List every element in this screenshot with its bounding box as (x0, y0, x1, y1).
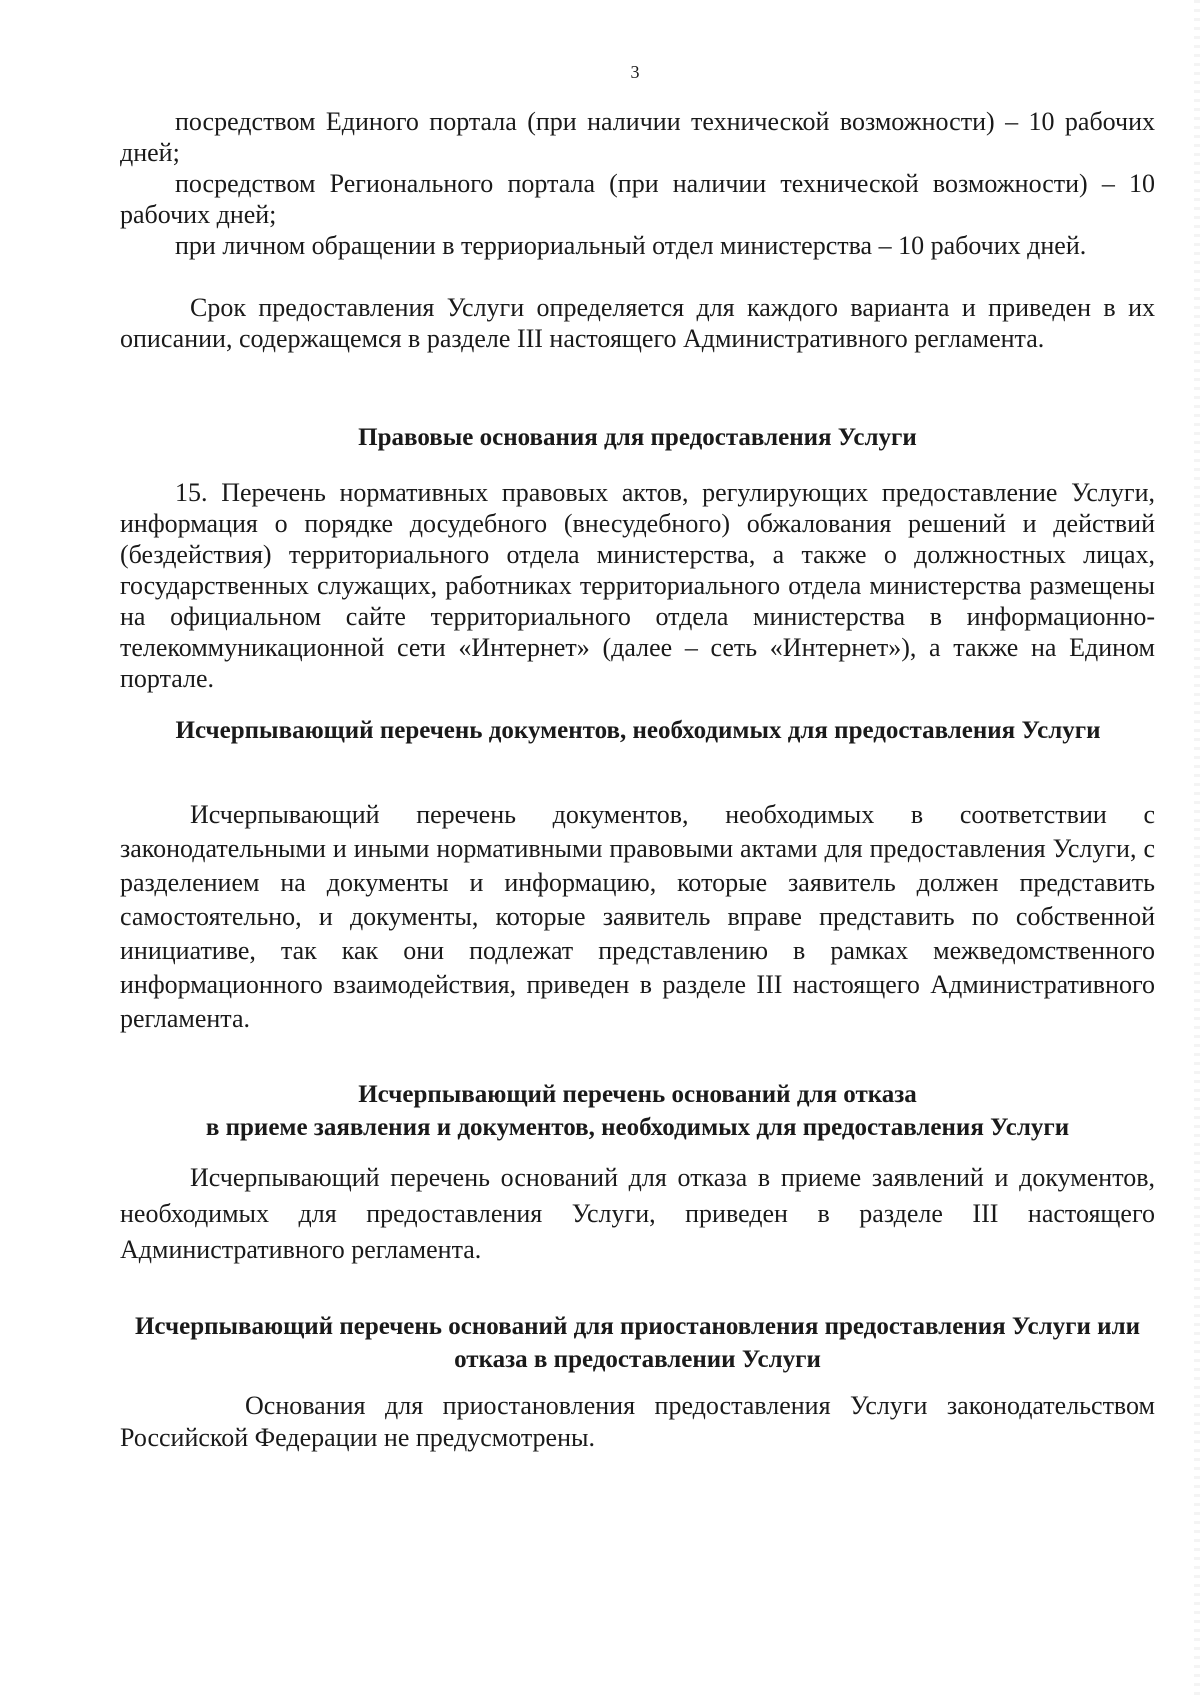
page-number: 3 (630, 62, 640, 82)
section-heading-suspension: Исчерпывающий перечень оснований для приостановления предоставления Услуги или отказа в предоставлении Услуги (134, 1313, 1141, 1373)
scan-edge-artifact (1194, 0, 1200, 1697)
term-personal-visit: при личном обращении в терриориальный отдел министерства – 10 рабочих дней. (175, 231, 1087, 260)
section-heading-refusal-line1: Исчерпывающий перечень оснований для отказа (358, 1081, 917, 1108)
section-heading-legal-basis: Правовые основания для предоставления Услуги (358, 424, 917, 451)
refusal-paragraph (120, 1160, 1155, 1268)
section-heading-refusal-line2: в приеме заявления и документов, необходимых для предоставления Услуги (205, 1114, 1070, 1141)
suspension-paragraph (120, 1390, 1155, 1454)
section-heading-refusal (120, 1078, 1155, 1144)
legal-basis-text: 15. Перечень нормативных правовых актов, регулирующих предоставление Услуги, информация о порядке досудебного (внесудебного) обжалования решений и действий (бездействия) территориального отдела министерства, а также о должностных лицах, государственных служащих, работниках территориального отдела министерства размещены на официальном сайте территориального отдела министерства в информационно-телекоммуникационной сети «Интернет» (далее – сеть «Интернет»), а также на Едином портале. (120, 478, 1155, 693)
term-definition-paragraph (120, 292, 1155, 354)
documents-paragraph (120, 798, 1155, 1036)
documents-text: Исчерпывающий перечень документов, необходимых в соответствии с законодательными и иными нормативными правовыми актами для предоставления Услуги, с разделением на документы и информацию, которые заявитель должен представить самостоятельно, и документы, которые заявитель вправе представить по собственной инициативе, так как они подлежат представлению в рамках межведомственного информационного взаимодействия, приведен в разделе III настоящего Административного регламента. (120, 800, 1155, 1033)
legal-basis-paragraph (120, 477, 1155, 694)
term-unified-portal: посредством Единого портала (при наличии технической возможности) – 10 рабочих дней; (120, 107, 1155, 167)
term-regional-portal: посредством Регионального портала (при наличии технической возможности) – 10 рабочих дней; (120, 169, 1155, 229)
term-definition-text: Срок предоставления Услуги определяется для каждого варианта и приведен в их описании, содержащемся в разделе III настоящего Административного регламента. (120, 293, 1155, 353)
refusal-text: Исчерпывающий перечень оснований для отказа в приеме заявлений и документов, необходимых для предоставления Услуги, приведен в разделе III настоящего Административного регламента. (120, 1163, 1155, 1264)
section-heading-documents: Исчерпывающий перечень документов, необходимых для предоставления Услуги (175, 717, 1101, 744)
term-list (120, 106, 1155, 261)
suspension-text: Основания для приостановления предоставления Услуги законодательством Российской Федерации не предусмотрены. (120, 1391, 1155, 1452)
